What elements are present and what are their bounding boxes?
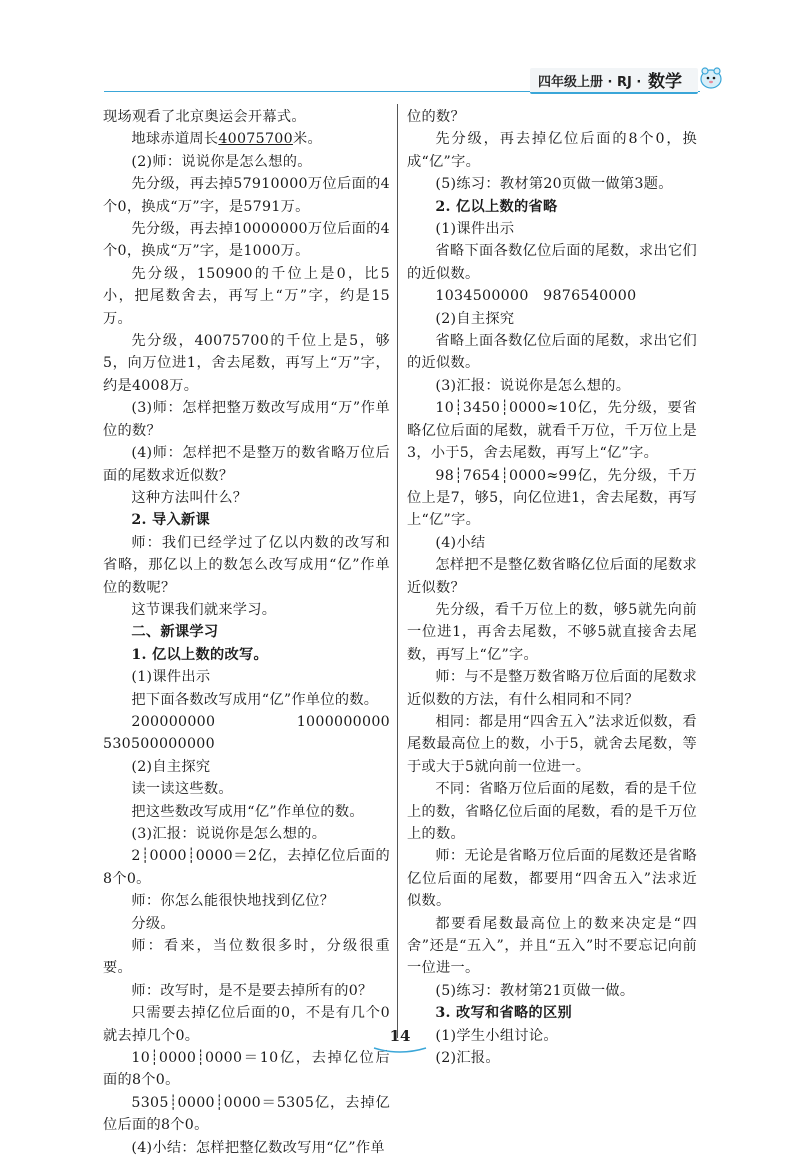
paragraph: 省略上面各数亿位后面的尾数，求出它们的近似数。 xyxy=(407,333,697,372)
section-heading: 二、新课学习 xyxy=(131,624,219,641)
paragraph: 这种方法叫什么？ xyxy=(131,489,248,506)
paragraph: 师：你怎么能很快地找到亿位？ xyxy=(131,893,335,910)
paragraph: 师：我们已经学过了亿以内数的改写和省略，那亿以上的数怎么改写成用“亿”作单位的数呢？ xyxy=(103,534,390,596)
paragraph: 把这些数改写成用“亿”作单位的数。 xyxy=(131,803,364,820)
paragraph: 10┊0000┊0000＝10亿，去掉亿位后面的8个0。 xyxy=(103,1050,390,1089)
paragraph: (3)汇报：说说你是怎么想的。 xyxy=(435,377,631,394)
paragraph: (3)师：怎样把整万数改写成用“万”作单位的数？ xyxy=(103,400,390,439)
paragraph: 都要看尾数最高位上的数来决定是“四舍”还是“五入”，并且“五入”时不要忘记向前一位进一。 xyxy=(407,915,697,977)
paragraph: 把下面各数改写成用“亿”作单位的数。 xyxy=(131,691,379,708)
paragraph: 先分级，看千万位上的数，够5就先向前一位进1，再舍去尾数，不够5就直接舍去尾数，再写上“亿”字。 xyxy=(407,601,697,663)
paragraph: 省略下面各数亿位后面的尾数，求出它们的近似数。 xyxy=(407,243,697,282)
paragraph: 师：与不是整万数省略万位后面的尾数求近似数的方法，有什么相同和不同？ xyxy=(407,669,697,708)
paragraph: (4)小结 xyxy=(435,534,486,551)
paragraph: 不同：省略万位后面的尾数，看的是千位上的数，省略亿位后面的尾数，看的是千万位上的数。 xyxy=(407,781,697,842)
paragraph: 现场观看了北京奥运会开幕式。 xyxy=(103,109,306,125)
paragraph: 怎样把不是整亿数省略亿位后面的尾数求近似数？ xyxy=(407,557,697,596)
grade-label: 四年级上册 · RJ · xyxy=(538,75,642,90)
paragraph: (5)练习：教材第21页做一做。 xyxy=(435,982,635,999)
paragraph: 98┊7654┊0000≈99亿，先分级，千万位上是7，够5，向亿位进1，舍去尾数，再写上“亿”字。 xyxy=(407,467,697,529)
paragraph: (2)自主探究 xyxy=(435,310,515,327)
paragraph: 分级。 xyxy=(131,915,175,932)
paragraph: 先分级，40075700的千位上是5，够5，向万位进1，舍去尾数，再写上“万”字，约是4008万。 xyxy=(103,333,390,394)
paragraph: 地球赤道周长40075700米。 xyxy=(131,131,322,148)
subject-label: 数学 xyxy=(648,72,682,92)
paragraph: 师：改写时，是不是要去掉所有的0？ xyxy=(131,982,373,999)
subsection-heading: 2. 导入新课 xyxy=(131,512,210,529)
paragraph: 先分级，再去掉10000000万位后面的4个0，换成“万”字，是1000万。 xyxy=(103,221,390,260)
paragraph: (4)小结：怎样把整亿数改写用“亿”作单 xyxy=(131,1139,385,1156)
mascot-icon xyxy=(698,64,724,90)
paragraph: 200000000 1000000000 530500000000 xyxy=(103,713,405,753)
paragraph: (1)课件出示 xyxy=(131,669,211,686)
paragraph: 师：无论是省略万位后面的尾数还是省略亿位后面的尾数，都要用“四舍五入”法求近似数。 xyxy=(407,848,697,910)
paragraph: 2┊0000┊0000＝2亿，去掉亿位后面的8个0。 xyxy=(103,848,390,887)
paragraph: 只需要去掉亿位后面的0，不是有几个0就去掉几个0。 xyxy=(103,1005,390,1044)
paragraph: (2)汇报。 xyxy=(435,1050,500,1067)
paragraph: (2)自主探究 xyxy=(131,758,211,775)
right-column xyxy=(407,106,697,1069)
subsection-heading: 1. 亿以上数的改写。 xyxy=(131,646,268,663)
paragraph: 先分级，150900的千位上是0，比5小，把尾数舍去，再写上“万”字，约是15万。 xyxy=(103,265,390,327)
paragraph: 读一读这些数。 xyxy=(131,781,233,798)
paragraph: 位的数？ xyxy=(407,109,465,125)
paragraph: 先分级，再去掉亿位后面的8个0，换成“亿”字。 xyxy=(407,131,697,170)
paragraph: 相同：都是用“四舍五入”法求近似数，看尾数最高位上的数，小于5，就舍去尾数，等于或大于5就向前一位进一。 xyxy=(407,713,697,775)
page-header xyxy=(0,62,800,102)
paragraph: (3)汇报：说说你是怎么想的。 xyxy=(131,826,327,842)
paragraph: (1)课件出示 xyxy=(435,221,515,238)
paragraph: (5)练习：教材第20页做一做第3题。 xyxy=(435,176,673,193)
paragraph: 先分级，再去掉57910000万位后面的4个0，换成“万”字，是5791万。 xyxy=(103,176,390,215)
column-divider xyxy=(397,104,398,1038)
subsection-heading: 3. 改写和省略的区别 xyxy=(435,1005,572,1022)
paragraph: (1)学生小组讨论。 xyxy=(435,1027,558,1044)
underlined-number: 40075700 xyxy=(218,131,293,148)
paragraph: 师：看来，当位数很多时，分级很重要。 xyxy=(103,938,390,977)
subsection-heading: 2. 亿以上数的省略 xyxy=(435,198,558,215)
paragraph: 5305┊0000┊0000＝5305亿，去掉亿位后面的8个0。 xyxy=(103,1094,390,1134)
paragraph: (2)师：说说你是怎么想的。 xyxy=(131,153,312,170)
paragraph: 1034500000 9876540000 xyxy=(435,288,637,305)
page-number-ornament xyxy=(372,1046,428,1054)
page-number: 14 xyxy=(389,1027,411,1045)
paragraph: 这节课我们就来学习。 xyxy=(131,601,277,618)
paragraph: 10┊3450┊0000≈10亿，先分级，要省略亿位后面的尾数，就看千万位，千万位上是3，小于5，舍去尾数，再写上“亿”字。 xyxy=(407,400,697,462)
paragraph: (4)师：怎样把不是整万的数省略万位后面的尾数求近似数？ xyxy=(103,445,390,484)
